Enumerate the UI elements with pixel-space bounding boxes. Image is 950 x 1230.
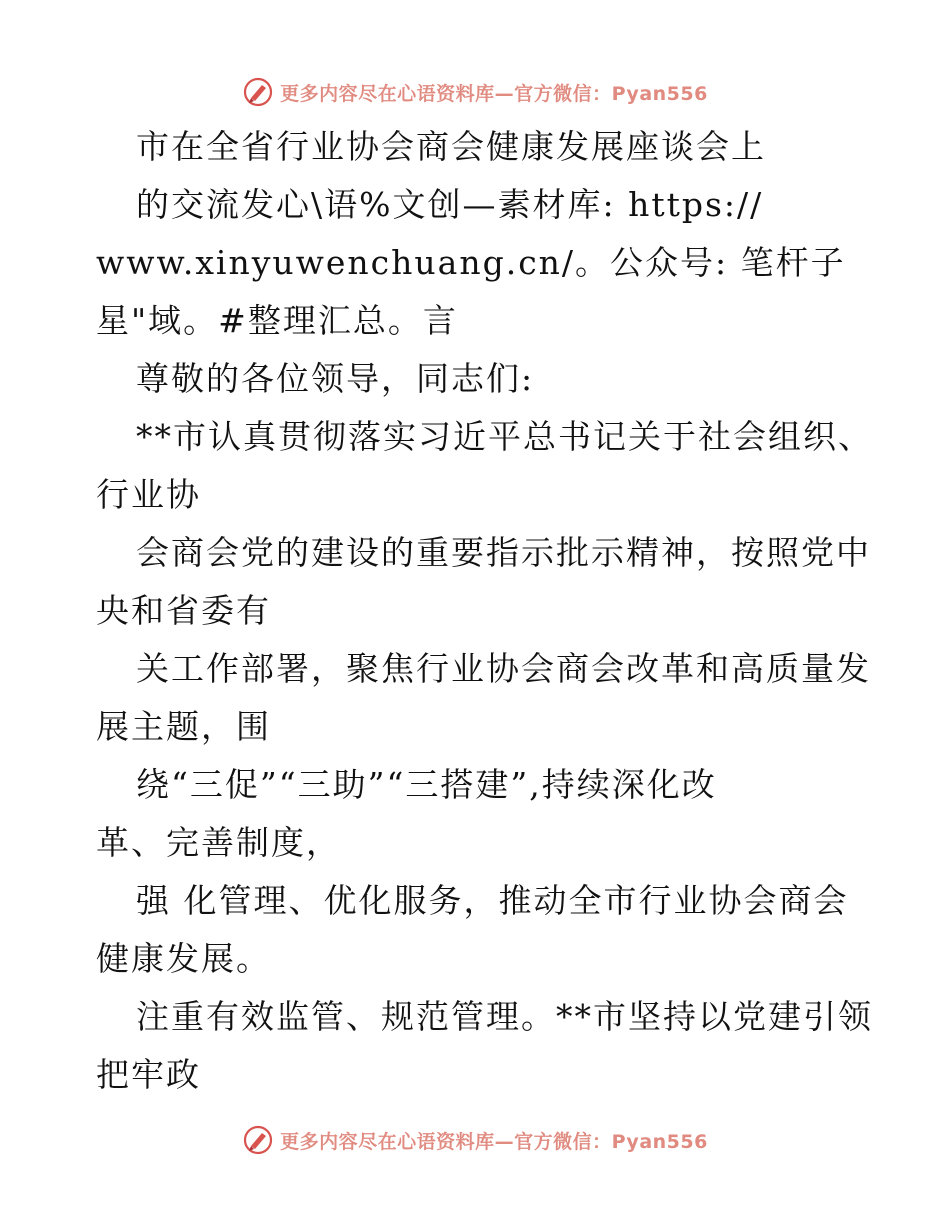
text-line: 展主题，围 <box>96 707 271 746</box>
text-line: 市在全省行业协会商会健康发展座谈会上 <box>136 127 766 166</box>
watermark-header <box>0 72 950 112</box>
watermark-footer <box>0 1120 950 1160</box>
text-line: 央和省委有 <box>96 591 271 630</box>
salutation: 尊敬的各位领导，同志们: <box>136 359 535 398</box>
text-line: 把牢政 <box>96 1055 201 1094</box>
text-line: 行业协 <box>96 475 201 514</box>
text-line: 绕“三促”“三助”“三搭建”,持续深化改 <box>136 765 717 804</box>
text-line: **市认真贯彻落实习近平总书记关于社会组织、 <box>136 417 873 456</box>
text-line: 强 化管理、优化服务，推动全市行业协会商会 <box>136 881 849 920</box>
text-line: 革、完善制度， <box>96 823 341 862</box>
pen-nib-logo-icon <box>242 1124 274 1156</box>
text-line: 健康发展。 <box>96 939 271 978</box>
pen-nib-logo-icon <box>242 76 274 108</box>
text-line: 关工作部署，聚焦行业协会商会改革和高质量发 <box>136 649 871 688</box>
text-line: 会商会党的建设的重要指示批示精神，按照党中 <box>136 533 871 572</box>
text-line: 的交流发心\语%文创—素材库: https:// <box>136 185 764 224</box>
watermark-text: 更多内容尽在心语资料库—官方微信：Pyan556 <box>280 1130 708 1153</box>
document-body <box>96 118 873 1104</box>
text-line: 注重有效监管、规范管理。**市坚持以党建引领 <box>136 997 873 1036</box>
text-line: www.xinyuwenchuang.cn/。公众号: 笔杆子 <box>96 243 846 282</box>
watermark-text: 更多内容尽在心语资料库—官方微信：Pyan556 <box>280 82 708 105</box>
text-line: 星"域。#整理汇总。言 <box>96 301 458 340</box>
